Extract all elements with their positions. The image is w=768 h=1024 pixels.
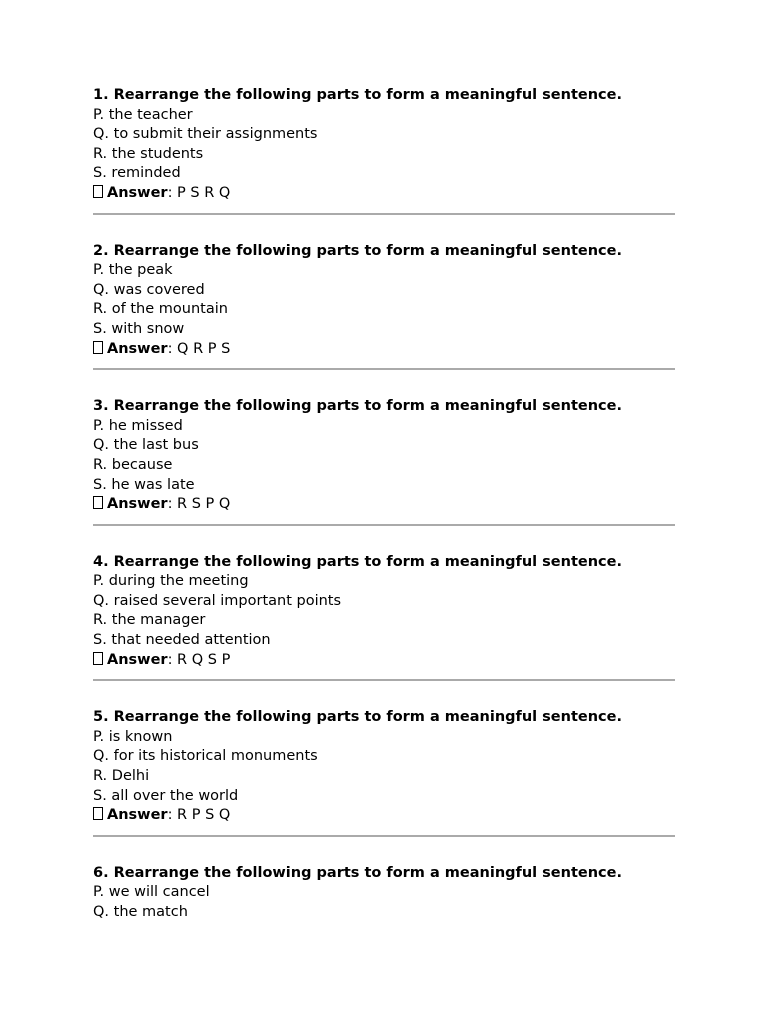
answer-line	[93, 651, 675, 671]
question-list	[93, 86, 675, 923]
part-r: R. the students	[93, 145, 204, 162]
part-p: P. we will cancel	[93, 884, 210, 901]
part-p: P. the peak	[93, 262, 173, 279]
answer-line	[93, 340, 675, 360]
missing-glyph-box-icon	[93, 652, 103, 665]
answer-line	[93, 806, 675, 826]
part-s: S. reminded	[93, 165, 181, 182]
part-r: R. the manager	[93, 612, 206, 629]
answer-line	[93, 495, 675, 515]
answer-value: : R Q S P	[167, 651, 231, 668]
part-r: R. because	[93, 456, 173, 473]
divider	[93, 213, 675, 215]
question-title: 4. Rearrange the following parts to form a meaningful sentence.	[93, 553, 622, 570]
question-6	[93, 864, 675, 923]
question-5	[93, 708, 675, 826]
part-q: Q. for its historical monuments	[93, 748, 318, 765]
answer-value: : Q R P S	[167, 340, 231, 357]
part-p: P. is known	[93, 728, 173, 745]
part-s: S. he was late	[93, 476, 195, 493]
part-r: R. of the mountain	[93, 301, 228, 318]
divider	[93, 679, 675, 681]
part-p: P. during the meeting	[93, 573, 249, 590]
part-q: Q. raised several important points	[93, 592, 342, 609]
missing-glyph-box-icon	[93, 341, 103, 354]
answer-label: Answer	[107, 807, 168, 824]
question-1	[93, 86, 675, 204]
question-title: 3. Rearrange the following parts to form a meaningful sentence.	[93, 398, 622, 415]
answer-label: Answer	[107, 340, 168, 357]
question-title: 6. Rearrange the following parts to form a meaningful sentence.	[93, 864, 622, 881]
answer-label: Answer	[107, 184, 168, 201]
divider	[93, 835, 675, 837]
answer-label: Answer	[107, 651, 168, 668]
question-title: 2. Rearrange the following parts to form a meaningful sentence.	[93, 242, 622, 259]
part-q: Q. to submit their assignments	[93, 126, 318, 143]
missing-glyph-box-icon	[93, 496, 103, 509]
answer-value: : R S P Q	[167, 496, 231, 513]
divider	[93, 524, 675, 526]
question-2	[93, 242, 675, 360]
question-title: 5. Rearrange the following parts to form a meaningful sentence.	[93, 709, 622, 726]
missing-glyph-box-icon	[93, 807, 103, 820]
question-4	[93, 553, 675, 671]
question-3	[93, 397, 675, 515]
part-p: P. the teacher	[93, 106, 193, 123]
question-title: 1. Rearrange the following parts to form a meaningful sentence.	[93, 87, 622, 103]
answer-label: Answer	[107, 496, 168, 513]
answer-value: : P S R Q	[167, 184, 231, 201]
part-q: Q. was covered	[93, 281, 205, 298]
answer-value: : R P S Q	[167, 807, 231, 824]
divider	[93, 368, 675, 370]
part-q: Q. the last bus	[93, 437, 199, 454]
part-p: P. he missed	[93, 417, 183, 434]
part-q: Q. the match	[93, 904, 188, 920]
part-s: S. all over the world	[93, 787, 239, 804]
missing-glyph-box-icon	[93, 185, 103, 198]
part-s: S. with snow	[93, 320, 185, 337]
answer-line	[93, 184, 675, 204]
part-r: R. Delhi	[93, 768, 150, 785]
part-s: S. that needed attention	[93, 632, 271, 649]
